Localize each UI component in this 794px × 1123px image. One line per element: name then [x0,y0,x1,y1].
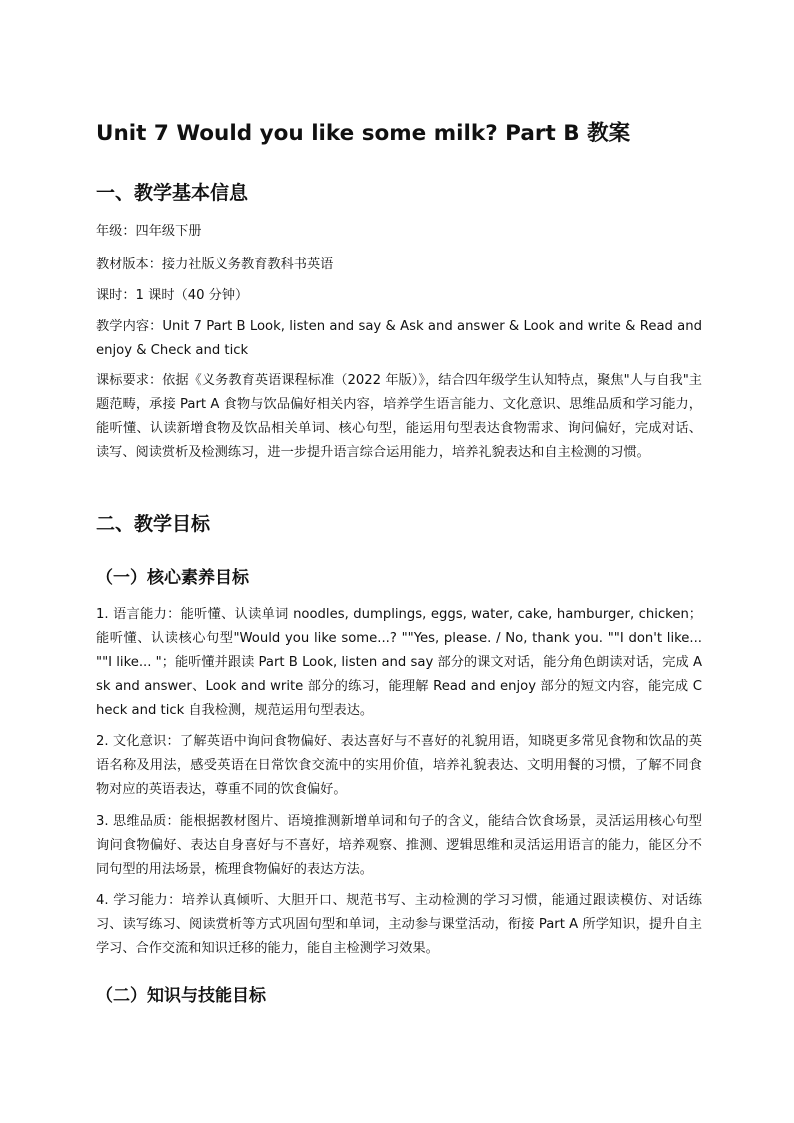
grade-line: 年级：四年级下册 [96,224,202,239]
document-title: Unit 7 Would you like some milk? Part B 教案 [96,121,631,146]
section-heading-basic-info: 一、教学基本信息 [96,182,249,204]
objective-language-ability: 1. 语言能力：能听懂、认读单词 noodles, dumplings, eggs, water, cake, hamburger, chicken；能听懂、认读核心句型"Would you like some...? ""Yes, please. / No, thank you. ""I don't like... ""I like... "；能听懂并跟读 Part B Look, listen and say 部分的课文对话，能分角色朗读对话，完成 Ask and answer、Look and write 部分的练习，能理解 Read and enjoy 部分的短文内容，能完成 Check and tick 自我检测，规范运用句型表达。 [96,607,702,718]
objective-learning-ability: 4. 学习能力：培养认真倾听、大胆开口、规范书写、主动检测的学习习惯，能通过跟读模仿、对话练习、读写练习、阅读赏析等方式巩固句型和单词，主动参与课堂活动，衔接 Part A 所学知识，提升自主学习、合作交流和知识迁移的能力，能自主检测学习效果。 [96,893,702,956]
objective-cultural-awareness: 2. 文化意识：了解英语中询问食物偏好、表达喜好与不喜好的礼貌用语，知晓更多常见食物和饮品的英语名称及用法，感受英语在日常饮食交流中的实用价值，培养礼貌表达、文明用餐的习惯，了解不同食物对应的英语表达，尊重不同的饮食偏好。 [96,734,702,797]
edition-line: 教材版本：接力社版义务教育教科书英语 [96,257,334,272]
content-paragraph: 教学内容：Unit 7 Part B Look, listen and say & Ask and answer & Look and write & Read and enjoy & Check and tick [96,319,702,358]
objective-thinking-quality: 3. 思维品质：能根据教材图片、语境推测新增单词和句子的含义，能结合饮食场景，灵活运用核心句型询问食物偏好、表达自身喜好与不喜好，培养观察、推测、逻辑思维和灵活运用语言的能力，能区分不同句型的用法场景，梳理食物偏好的表达方法。 [96,814,702,877]
hours-line: 课时：1 课时（40 分钟） [96,288,249,303]
subsection-heading-knowledge-skills: （二）知识与技能目标 [96,986,266,1006]
section-heading-objectives: 二、教学目标 [96,513,211,535]
requirements-paragraph: 课标要求：依据《义务教育英语课程标准（2022 年版）》，结合四年级学生认知特点，聚焦"人与自我"主题范畴，承接 Part A 食物与饮品偏好相关内容，培养学生语言能力、文化意识、思维品质和学习能力，能听懂、认读新增食物及饮品相关单词、核心句型，能运用句型表达食物需求、询问偏好，完成对话、读写、阅读赏析及检测练习，进一步提升语言综合运用能力，培养礼貌表达和自主检测的习惯。 [96,373,702,460]
subsection-heading-core-literacy: （一）核心素养目标 [96,568,249,588]
